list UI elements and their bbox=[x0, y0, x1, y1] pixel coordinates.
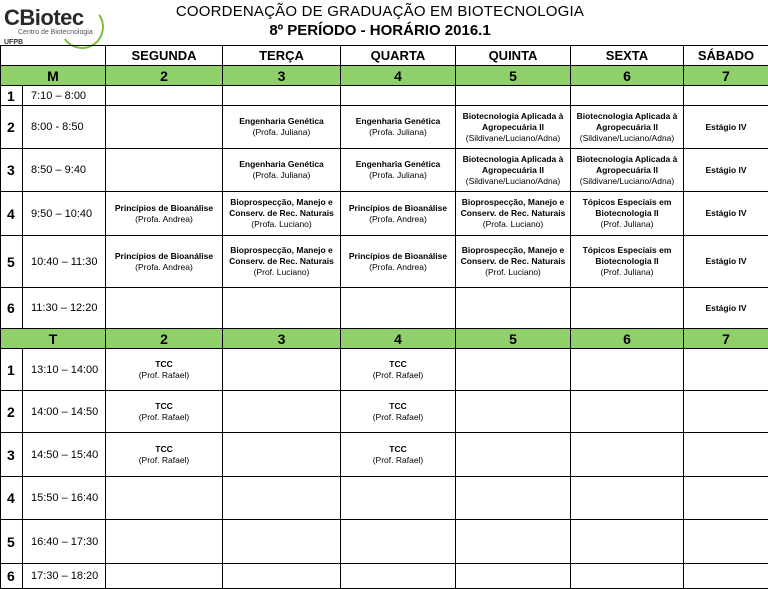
class-cell bbox=[223, 391, 341, 433]
course-professor: (Profa. Luciano) bbox=[223, 219, 340, 230]
course-professor: (Profa. Juliana) bbox=[341, 127, 455, 138]
class-cell bbox=[456, 564, 571, 589]
day-header: QUINTA bbox=[456, 46, 571, 66]
course-name: TCC bbox=[341, 444, 455, 455]
class-cell bbox=[571, 433, 684, 477]
course-name: TCC bbox=[106, 359, 222, 370]
period-number: 2 bbox=[1, 106, 23, 149]
class-cell bbox=[456, 520, 571, 564]
day-header: TERÇA bbox=[223, 46, 341, 66]
course-name: Bioprospecção, Manejo e Conserv. de Rec. Naturais bbox=[223, 245, 340, 267]
class-cell bbox=[341, 106, 456, 149]
day-header: QUARTA bbox=[341, 46, 456, 66]
schedule-row bbox=[1, 564, 768, 589]
class-cell bbox=[106, 149, 223, 192]
class-cell bbox=[106, 564, 223, 589]
course-professor: (Prof. Juliana) bbox=[571, 219, 683, 230]
class-cell bbox=[223, 86, 341, 106]
period-time: 11:30 – 12:20 bbox=[23, 288, 106, 329]
period-time: 7:10 – 8:00 bbox=[23, 86, 106, 106]
day-header: SEGUNDA bbox=[106, 46, 223, 66]
class-cell bbox=[223, 433, 341, 477]
course-professor: (Prof. Luciano) bbox=[456, 267, 570, 278]
class-cell bbox=[223, 236, 341, 288]
schedule-row bbox=[1, 433, 768, 477]
period-number: 6 bbox=[1, 564, 23, 589]
class-cell bbox=[571, 391, 684, 433]
course-name: Estágio IV bbox=[684, 256, 768, 267]
class-cell bbox=[684, 149, 768, 192]
course-professor: (Profa. Luciano) bbox=[456, 219, 570, 230]
course-name: Engenharia Genética bbox=[223, 159, 340, 170]
class-cell bbox=[106, 477, 223, 520]
schedule-row bbox=[1, 477, 768, 520]
class-cell bbox=[571, 192, 684, 236]
schedule-row bbox=[1, 86, 768, 106]
weekday-number: 4 bbox=[341, 66, 456, 86]
class-cell bbox=[684, 106, 768, 149]
class-cell bbox=[341, 520, 456, 564]
period-time: 16:40 – 17:30 bbox=[23, 520, 106, 564]
class-cell bbox=[571, 149, 684, 192]
course-name: TCC bbox=[106, 401, 222, 412]
class-cell bbox=[456, 288, 571, 329]
class-cell bbox=[456, 149, 571, 192]
schedule-row bbox=[1, 288, 768, 329]
period-number: 4 bbox=[1, 477, 23, 520]
course-professor: (Prof. Luciano) bbox=[223, 267, 340, 278]
class-cell bbox=[684, 288, 768, 329]
period-time: 14:00 – 14:50 bbox=[23, 391, 106, 433]
logo-text: CBiotec bbox=[4, 5, 84, 31]
period-time: 15:50 – 16:40 bbox=[23, 477, 106, 520]
weekday-number: 2 bbox=[106, 66, 223, 86]
day-header-row bbox=[1, 46, 768, 66]
class-cell bbox=[456, 236, 571, 288]
class-cell bbox=[571, 349, 684, 391]
course-name: TCC bbox=[341, 401, 455, 412]
class-cell bbox=[456, 433, 571, 477]
course-professor: (Prof. Rafael) bbox=[341, 455, 455, 466]
period-time: 10:40 – 11:30 bbox=[23, 236, 106, 288]
weekday-number: 7 bbox=[684, 329, 768, 349]
course-name: Princípios de Bioanálise bbox=[341, 251, 455, 262]
course-professor: (Profa. Juliana) bbox=[223, 170, 340, 181]
course-professor: (Sildivane/Luciano/Adna) bbox=[456, 133, 570, 144]
class-cell bbox=[571, 564, 684, 589]
period-number: 1 bbox=[1, 86, 23, 106]
class-cell bbox=[341, 391, 456, 433]
course-name: Princípios de Bioanálise bbox=[106, 251, 222, 262]
class-cell bbox=[341, 236, 456, 288]
class-cell bbox=[223, 149, 341, 192]
course-name: Princípios de Bioanálise bbox=[341, 203, 455, 214]
class-cell bbox=[106, 106, 223, 149]
course-name: Bioprospecção, Manejo e Conserv. de Rec. Naturais bbox=[456, 197, 570, 219]
period-time: 14:50 – 15:40 bbox=[23, 433, 106, 477]
period-number: 5 bbox=[1, 236, 23, 288]
course-name: Bioprospecção, Manejo e Conserv. de Rec. Naturais bbox=[456, 245, 570, 267]
course-name: Biotecnologia Aplicada à Agropecuária II bbox=[456, 154, 570, 176]
page-subtitle: 8º PERÍODO - HORÁRIO 2016.1 bbox=[120, 21, 640, 40]
course-professor: (Sildivane/Luciano/Adna) bbox=[571, 176, 683, 187]
class-cell bbox=[456, 349, 571, 391]
course-professor: (Profa. Juliana) bbox=[341, 170, 455, 181]
course-name: Biotecnologia Aplicada à Agropecuária II bbox=[571, 111, 683, 133]
course-name: Tópicos Especiais em Biotecnologia II bbox=[571, 197, 683, 219]
logo-university: UFPB bbox=[4, 39, 23, 46]
logo-subtext: Centro de Biotecnologia bbox=[18, 29, 93, 36]
class-cell bbox=[106, 236, 223, 288]
weekday-number: 5 bbox=[456, 329, 571, 349]
course-name: Engenharia Genética bbox=[341, 159, 455, 170]
course-professor: (Sildivane/Luciano/Adna) bbox=[571, 133, 683, 144]
class-cell bbox=[341, 192, 456, 236]
course-professor: (Prof. Rafael) bbox=[106, 370, 222, 381]
period-number: 3 bbox=[1, 149, 23, 192]
period-time: 17:30 – 18:20 bbox=[23, 564, 106, 589]
class-cell bbox=[571, 520, 684, 564]
class-cell bbox=[684, 236, 768, 288]
schedule-row bbox=[1, 520, 768, 564]
schedule-row bbox=[1, 236, 768, 288]
page-title: COORDENAÇÃO DE GRADUAÇÃO EM BIOTECNOLOGIA bbox=[120, 2, 640, 21]
schedule-row bbox=[1, 106, 768, 149]
class-cell bbox=[571, 477, 684, 520]
class-cell bbox=[223, 477, 341, 520]
course-name: Estágio IV bbox=[684, 165, 768, 176]
class-cell bbox=[684, 520, 768, 564]
period-number: 1 bbox=[1, 349, 23, 391]
shift-label: T bbox=[1, 329, 106, 349]
schedule-table bbox=[0, 45, 768, 589]
weekday-number: 4 bbox=[341, 329, 456, 349]
class-cell bbox=[571, 288, 684, 329]
course-name: Biotecnologia Aplicada à Agropecuária II bbox=[456, 111, 570, 133]
weekday-number: 3 bbox=[223, 66, 341, 86]
class-cell bbox=[456, 106, 571, 149]
schedule-row bbox=[1, 192, 768, 236]
class-cell bbox=[106, 192, 223, 236]
class-cell bbox=[341, 349, 456, 391]
class-cell bbox=[106, 433, 223, 477]
class-cell bbox=[341, 288, 456, 329]
class-cell bbox=[456, 86, 571, 106]
period-number: 3 bbox=[1, 433, 23, 477]
course-name: Tópicos Especiais em Biotecnologia II bbox=[571, 245, 683, 267]
period-number: 2 bbox=[1, 391, 23, 433]
schedule-row bbox=[1, 391, 768, 433]
class-cell bbox=[223, 349, 341, 391]
class-cell bbox=[106, 391, 223, 433]
course-name: TCC bbox=[106, 444, 222, 455]
period-time: 8:00 - 8:50 bbox=[23, 106, 106, 149]
corner-cell bbox=[1, 46, 106, 66]
class-cell bbox=[341, 86, 456, 106]
class-cell bbox=[571, 86, 684, 106]
course-professor: (Profa. Andrea) bbox=[341, 214, 455, 225]
weekday-number: 2 bbox=[106, 329, 223, 349]
class-cell bbox=[341, 149, 456, 192]
course-name: TCC bbox=[341, 359, 455, 370]
course-name: Engenharia Genética bbox=[223, 116, 340, 127]
class-cell bbox=[684, 477, 768, 520]
class-cell bbox=[223, 288, 341, 329]
course-professor: (Profa. Andrea) bbox=[106, 214, 222, 225]
course-professor: (Profa. Andrea) bbox=[106, 262, 222, 273]
course-professor: (Prof. Rafael) bbox=[106, 455, 222, 466]
class-cell bbox=[684, 192, 768, 236]
weekday-number: 7 bbox=[684, 66, 768, 86]
course-name: Estágio IV bbox=[684, 122, 768, 133]
class-cell bbox=[571, 106, 684, 149]
afternoon-header-row bbox=[1, 329, 768, 349]
course-name: Estágio IV bbox=[684, 208, 768, 219]
course-professor: (Sildivane/Luciano/Adna) bbox=[456, 176, 570, 187]
class-cell bbox=[341, 564, 456, 589]
page-header bbox=[120, 2, 640, 40]
period-number: 4 bbox=[1, 192, 23, 236]
weekday-number: 6 bbox=[571, 329, 684, 349]
class-cell bbox=[684, 433, 768, 477]
class-cell bbox=[571, 236, 684, 288]
day-header: SÁBADO bbox=[684, 46, 768, 66]
period-time: 13:10 – 14:00 bbox=[23, 349, 106, 391]
class-cell bbox=[106, 520, 223, 564]
weekday-number: 5 bbox=[456, 66, 571, 86]
course-name: Estágio IV bbox=[684, 303, 768, 314]
period-time: 8:50 – 9:40 bbox=[23, 149, 106, 192]
course-professor: (Prof. Rafael) bbox=[106, 412, 222, 423]
class-cell bbox=[684, 391, 768, 433]
class-cell bbox=[223, 520, 341, 564]
course-professor: (Profa. Andrea) bbox=[341, 262, 455, 273]
class-cell bbox=[456, 477, 571, 520]
period-time: 9:50 – 10:40 bbox=[23, 192, 106, 236]
class-cell bbox=[223, 564, 341, 589]
class-cell bbox=[456, 391, 571, 433]
course-name: Princípios de Bioanálise bbox=[106, 203, 222, 214]
course-professor: (Profa. Juliana) bbox=[223, 127, 340, 138]
class-cell bbox=[223, 192, 341, 236]
course-professor: (Prof. Rafael) bbox=[341, 370, 455, 381]
morning-header-row bbox=[1, 66, 768, 86]
class-cell bbox=[341, 433, 456, 477]
course-professor: (Prof. Juliana) bbox=[571, 267, 683, 278]
class-cell bbox=[106, 349, 223, 391]
course-name: Engenharia Genética bbox=[341, 116, 455, 127]
class-cell bbox=[106, 86, 223, 106]
class-cell bbox=[684, 564, 768, 589]
class-cell bbox=[106, 288, 223, 329]
weekday-number: 3 bbox=[223, 329, 341, 349]
schedule-row bbox=[1, 149, 768, 192]
class-cell bbox=[684, 86, 768, 106]
period-number: 6 bbox=[1, 288, 23, 329]
class-cell bbox=[341, 477, 456, 520]
course-name: Bioprospecção, Manejo e Conserv. de Rec. Naturais bbox=[223, 197, 340, 219]
course-professor: (Prof. Rafael) bbox=[341, 412, 455, 423]
course-name: Biotecnologia Aplicada à Agropecuária II bbox=[571, 154, 683, 176]
weekday-number: 6 bbox=[571, 66, 684, 86]
schedule-row bbox=[1, 349, 768, 391]
class-cell bbox=[456, 192, 571, 236]
period-number: 5 bbox=[1, 520, 23, 564]
day-header: SEXTA bbox=[571, 46, 684, 66]
shift-label: M bbox=[1, 66, 106, 86]
class-cell bbox=[223, 106, 341, 149]
class-cell bbox=[684, 349, 768, 391]
